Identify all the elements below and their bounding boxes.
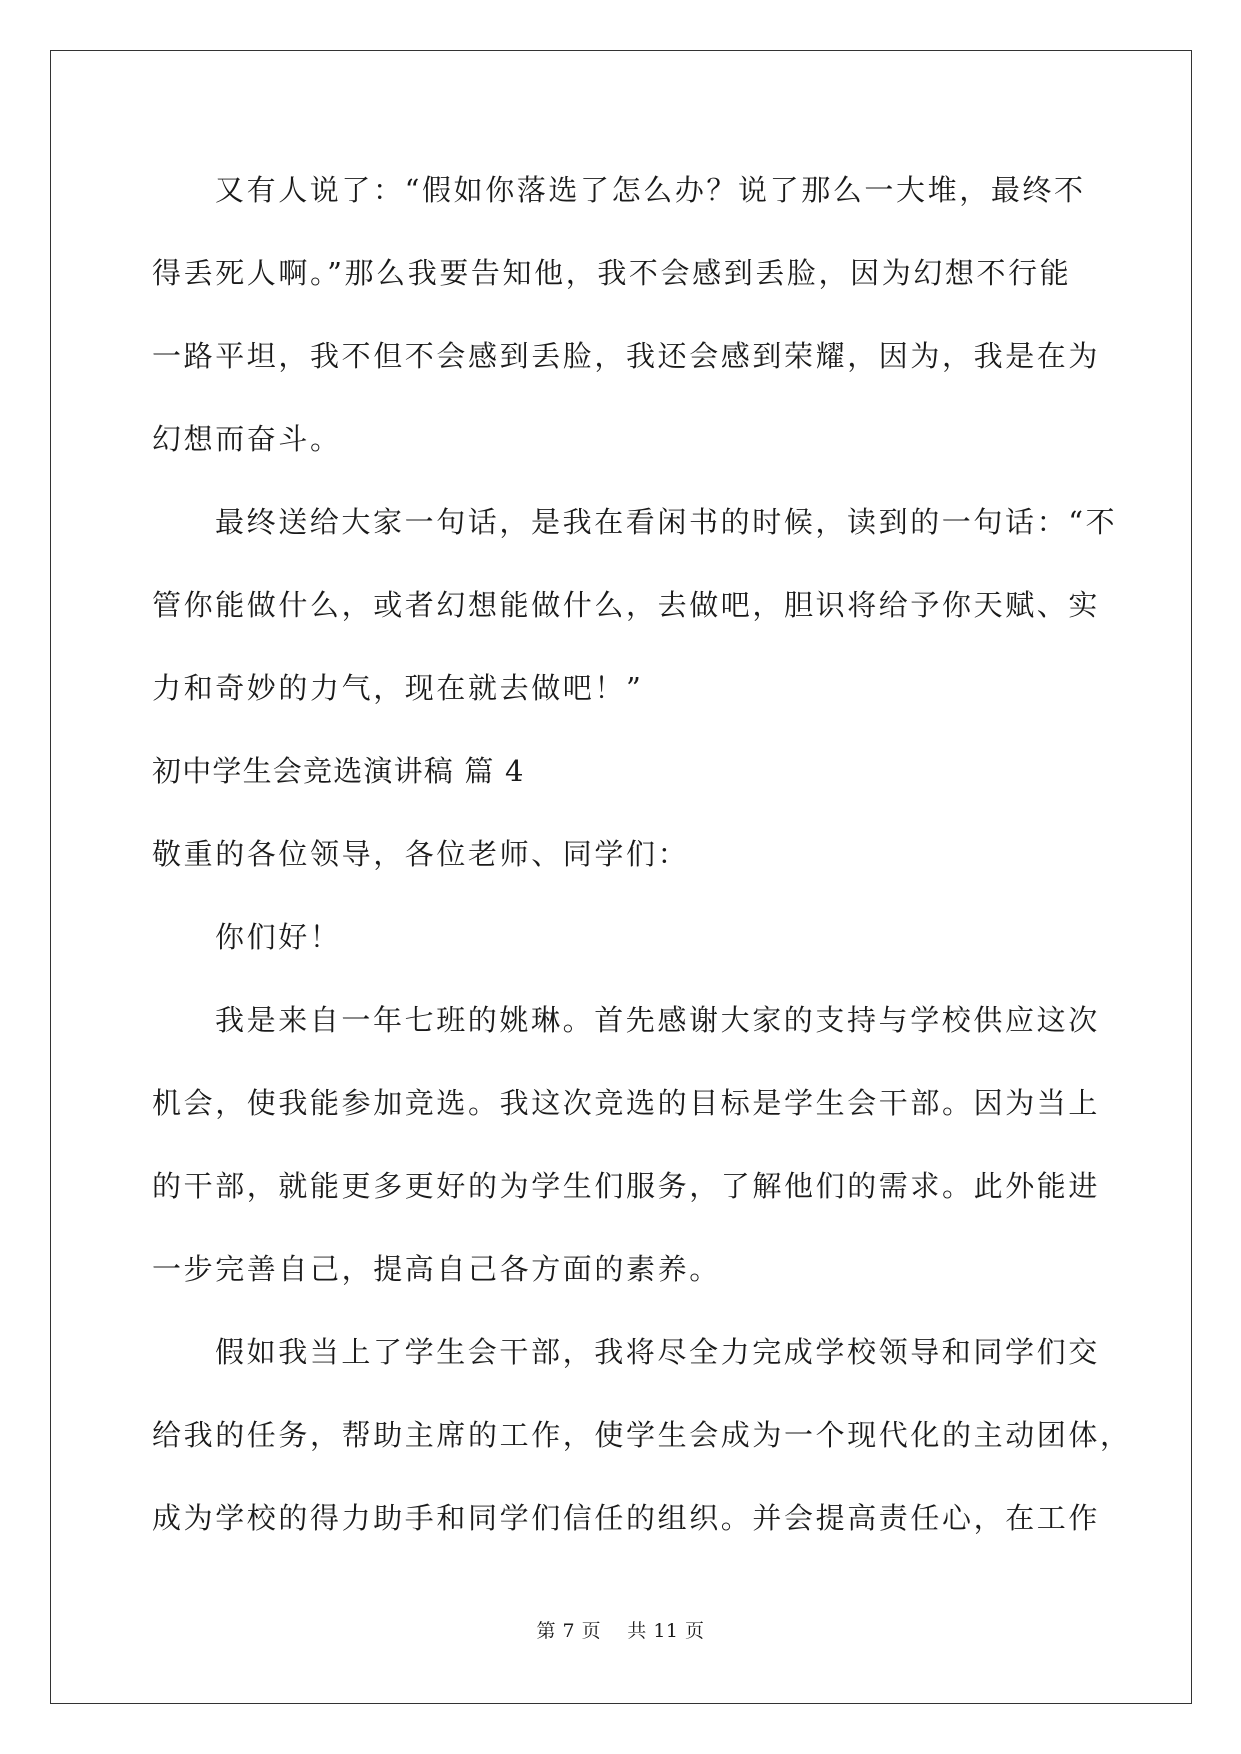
text-line-14: 一步完善自己，提高自己各方面的素养。: [152, 1252, 721, 1286]
text-line-1: 又有人说了：“假如你落选了怎么办？说了那么一大堆，最终不: [215, 173, 1086, 207]
salutation-line: 敬重的各位领导，各位老师、同学们：: [152, 837, 690, 871]
text-line-2: 得丢死人啊。”那么我要告知他，我不会感到丢脸，因为幻想不行能: [152, 256, 1072, 290]
text-line-6: 管你能做什么，或者幻想能做什么，去做吧，胆识将给予你天赋、实: [152, 588, 1101, 622]
text-line-17: 成为学校的得力助手和同学们信任的组织。并会提高责任心，在工作: [152, 1501, 1101, 1535]
section-heading: 初中学生会竞选演讲稿 篇 4: [152, 754, 525, 788]
text-line-5: 最终送给大家一句话，是我在看闲书的时候，读到的一句话：“不: [215, 505, 1118, 539]
text-line-11: 我是来自一年七班的姚琳。首先感谢大家的支持与学校供应这次: [215, 1003, 1100, 1037]
text-line-4: 幻想而奋斗。: [152, 422, 342, 456]
document-body: [152, 160, 1132, 1571]
text-line-7: 力和奇妙的力气，现在就去做吧！”: [152, 671, 644, 705]
text-line-3: 一路平坦，我不但不会感到丢脸，我还会感到荣耀，因为，我是在为: [152, 339, 1101, 373]
text-line-13: 的干部，就能更多更好的为学生们服务，了解他们的需求。此外能进: [152, 1169, 1101, 1203]
text-line-15: 假如我当上了学生会干部，我将尽全力完成学校领导和同学们交: [215, 1335, 1100, 1369]
text-line-12: 机会，使我能参加竞选。我这次竞选的目标是学生会干部。因为当上: [152, 1086, 1101, 1120]
page-number-footer: 第 7 页 共 11 页: [536, 1620, 705, 1642]
greeting-line: 你们好！: [215, 920, 342, 954]
text-line-16: 给我的任务，帮助主席的工作，使学生会成为一个现代化的主动团体，: [152, 1418, 1132, 1452]
